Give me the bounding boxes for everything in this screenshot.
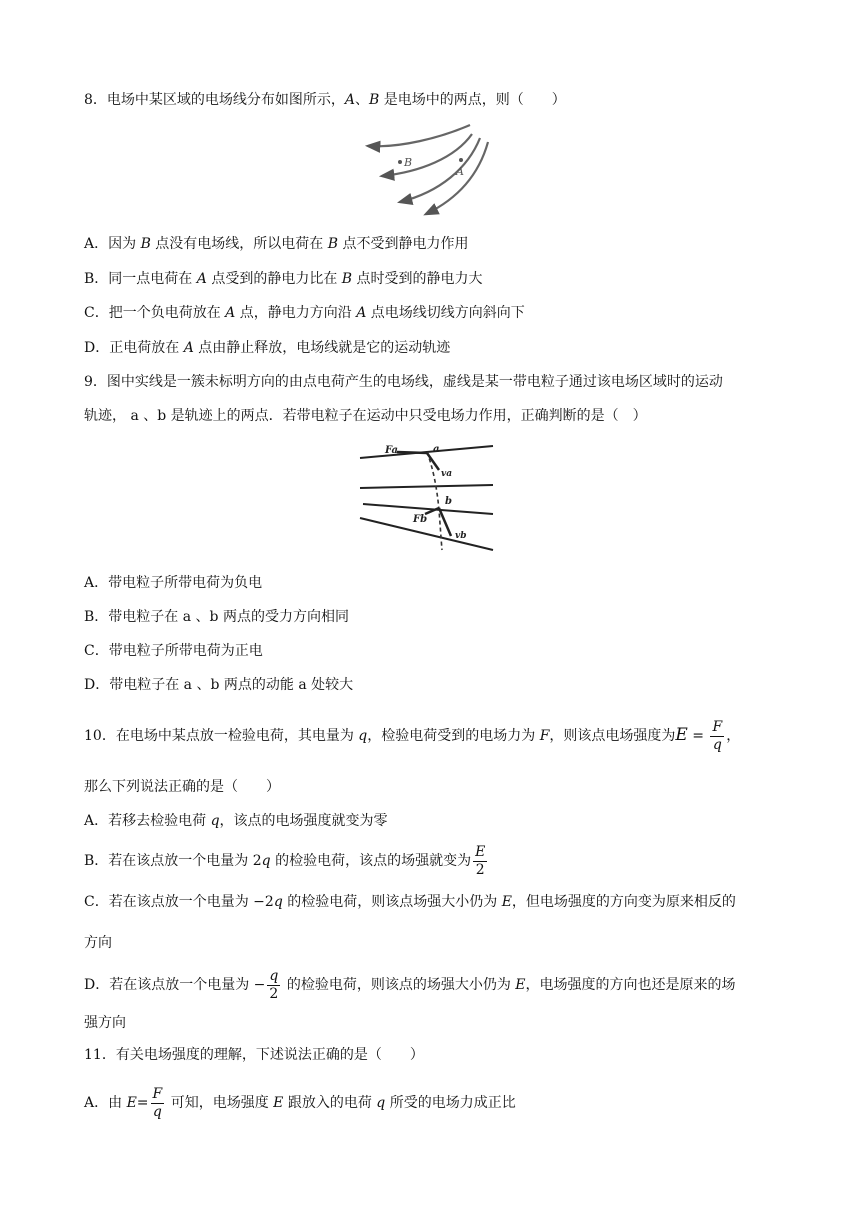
q11-option-a-fraction: $\frac{F}{q}$: [152, 1085, 163, 1120]
q11-option-a: A．由 E= $\frac{F}{q}$ 可知，电场强度 E 跟放入的电荷 q 所受的电场力成正比: [84, 1085, 516, 1120]
q9-option-d: D．带电粒子在 a 、b 两点的动能 a 处较大: [84, 677, 354, 693]
q10-option-d-fraction: $\frac{q}{2}$: [269, 967, 279, 1002]
q9-option-b: B．带电粒子在 a 、b 两点的受力方向相同: [84, 609, 349, 625]
q10-option-d-line2: 强方向: [84, 1015, 126, 1031]
q9-trajectory-figure: [355, 438, 500, 558]
q10-option-b-fraction: $\frac{E}{2}$: [475, 843, 486, 878]
label-Fb: Fb: [413, 514, 428, 525]
q8-option-d: D．正电荷放在 A 点由静止释放，电场线就是它的运动轨迹: [84, 340, 451, 356]
q10-option-d: D．若在该点放一个电量为 − $\frac{q}{2}$ 的检验电荷，则该点的场强大小仍为 E，电场强度的方向也还是原来的场: [84, 967, 736, 1002]
q10-stem: 10．在电场中某点放一检验电荷，其电量为 q，检验电荷受到的电场力为 F，则该点电场强度为E = $\frac{F}{q}$ ，: [84, 718, 741, 753]
q9-stem-line2: 轨迹， a 、b 是轨迹上的两点．若带电粒子在运动中只受电场力作用，正确判断的是（ ）: [84, 408, 647, 424]
force-a-vector: [397, 452, 427, 453]
label-vb: vb: [455, 531, 467, 541]
q10-option-b: B．若在该点放一个电量为 2q 的检验电荷，该点的场强就变为 $\frac{E}{2}$: [84, 843, 486, 878]
field-line-1: [368, 125, 470, 146]
field-line-4: [426, 142, 488, 214]
q8-option-b: B．同一点电荷在 A 点受到的静电力比在 B 点时受到的静电力大: [84, 271, 483, 287]
point-B-label: B: [404, 156, 413, 169]
q8-option-c: C．把一个负电荷放在 A 点，静电力方向沿 A 点电场线切线方向斜向下: [84, 305, 525, 321]
field-line-upper-mid: [360, 485, 493, 488]
q8-stem: 8．电场中某区域的电场线分布如图所示，A、B 是电场中的两点，则（ ）: [84, 92, 566, 108]
point-A-dot: [459, 158, 463, 162]
q10-formula-fraction: $\frac{F}{q}$: [712, 718, 723, 753]
q11-stem: 11．有关电场强度的理解，下述说法正确的是（ ）: [84, 1047, 424, 1063]
label-Fa: Fa: [385, 445, 399, 456]
label-b: b: [445, 496, 452, 507]
velocity-a-vector: [427, 453, 439, 470]
label-va: va: [441, 469, 453, 479]
q9-stem-line1: 9．图中实线是一簇未标明方向的由点电荷产生的电场线，虚线是某一带电粒子通过该电场区域时的运动: [84, 374, 723, 390]
label-a: a: [433, 444, 440, 455]
q9-option-a: A．带电粒子所带电荷为负电: [84, 575, 263, 591]
q10-option-c-line2: 方向: [84, 935, 112, 951]
q8-option-a: A．因为 B 点没有电场线，所以电荷在 B 点不受到静电力作用: [84, 236, 469, 252]
velocity-b-vector: [439, 508, 451, 536]
point-B-dot: [398, 160, 402, 164]
q10-formula-E: E: [675, 725, 688, 745]
q10-option-c: C．若在该点放一个电量为 −2q 的检验电荷，则该点场强大小仍为 E，但电场强度的方向变为原来相反的: [84, 894, 736, 910]
q10-option-a: A．若移去检验电荷 q，该点的电场强度就变为零: [84, 813, 388, 829]
point-A-label: A: [456, 165, 464, 178]
q8-field-line-figure: [360, 120, 500, 220]
q9-option-c: C．带电粒子所带电荷为正电: [84, 643, 263, 659]
q10-stem-line2: 那么下列说法正确的是（ ）: [84, 779, 280, 795]
